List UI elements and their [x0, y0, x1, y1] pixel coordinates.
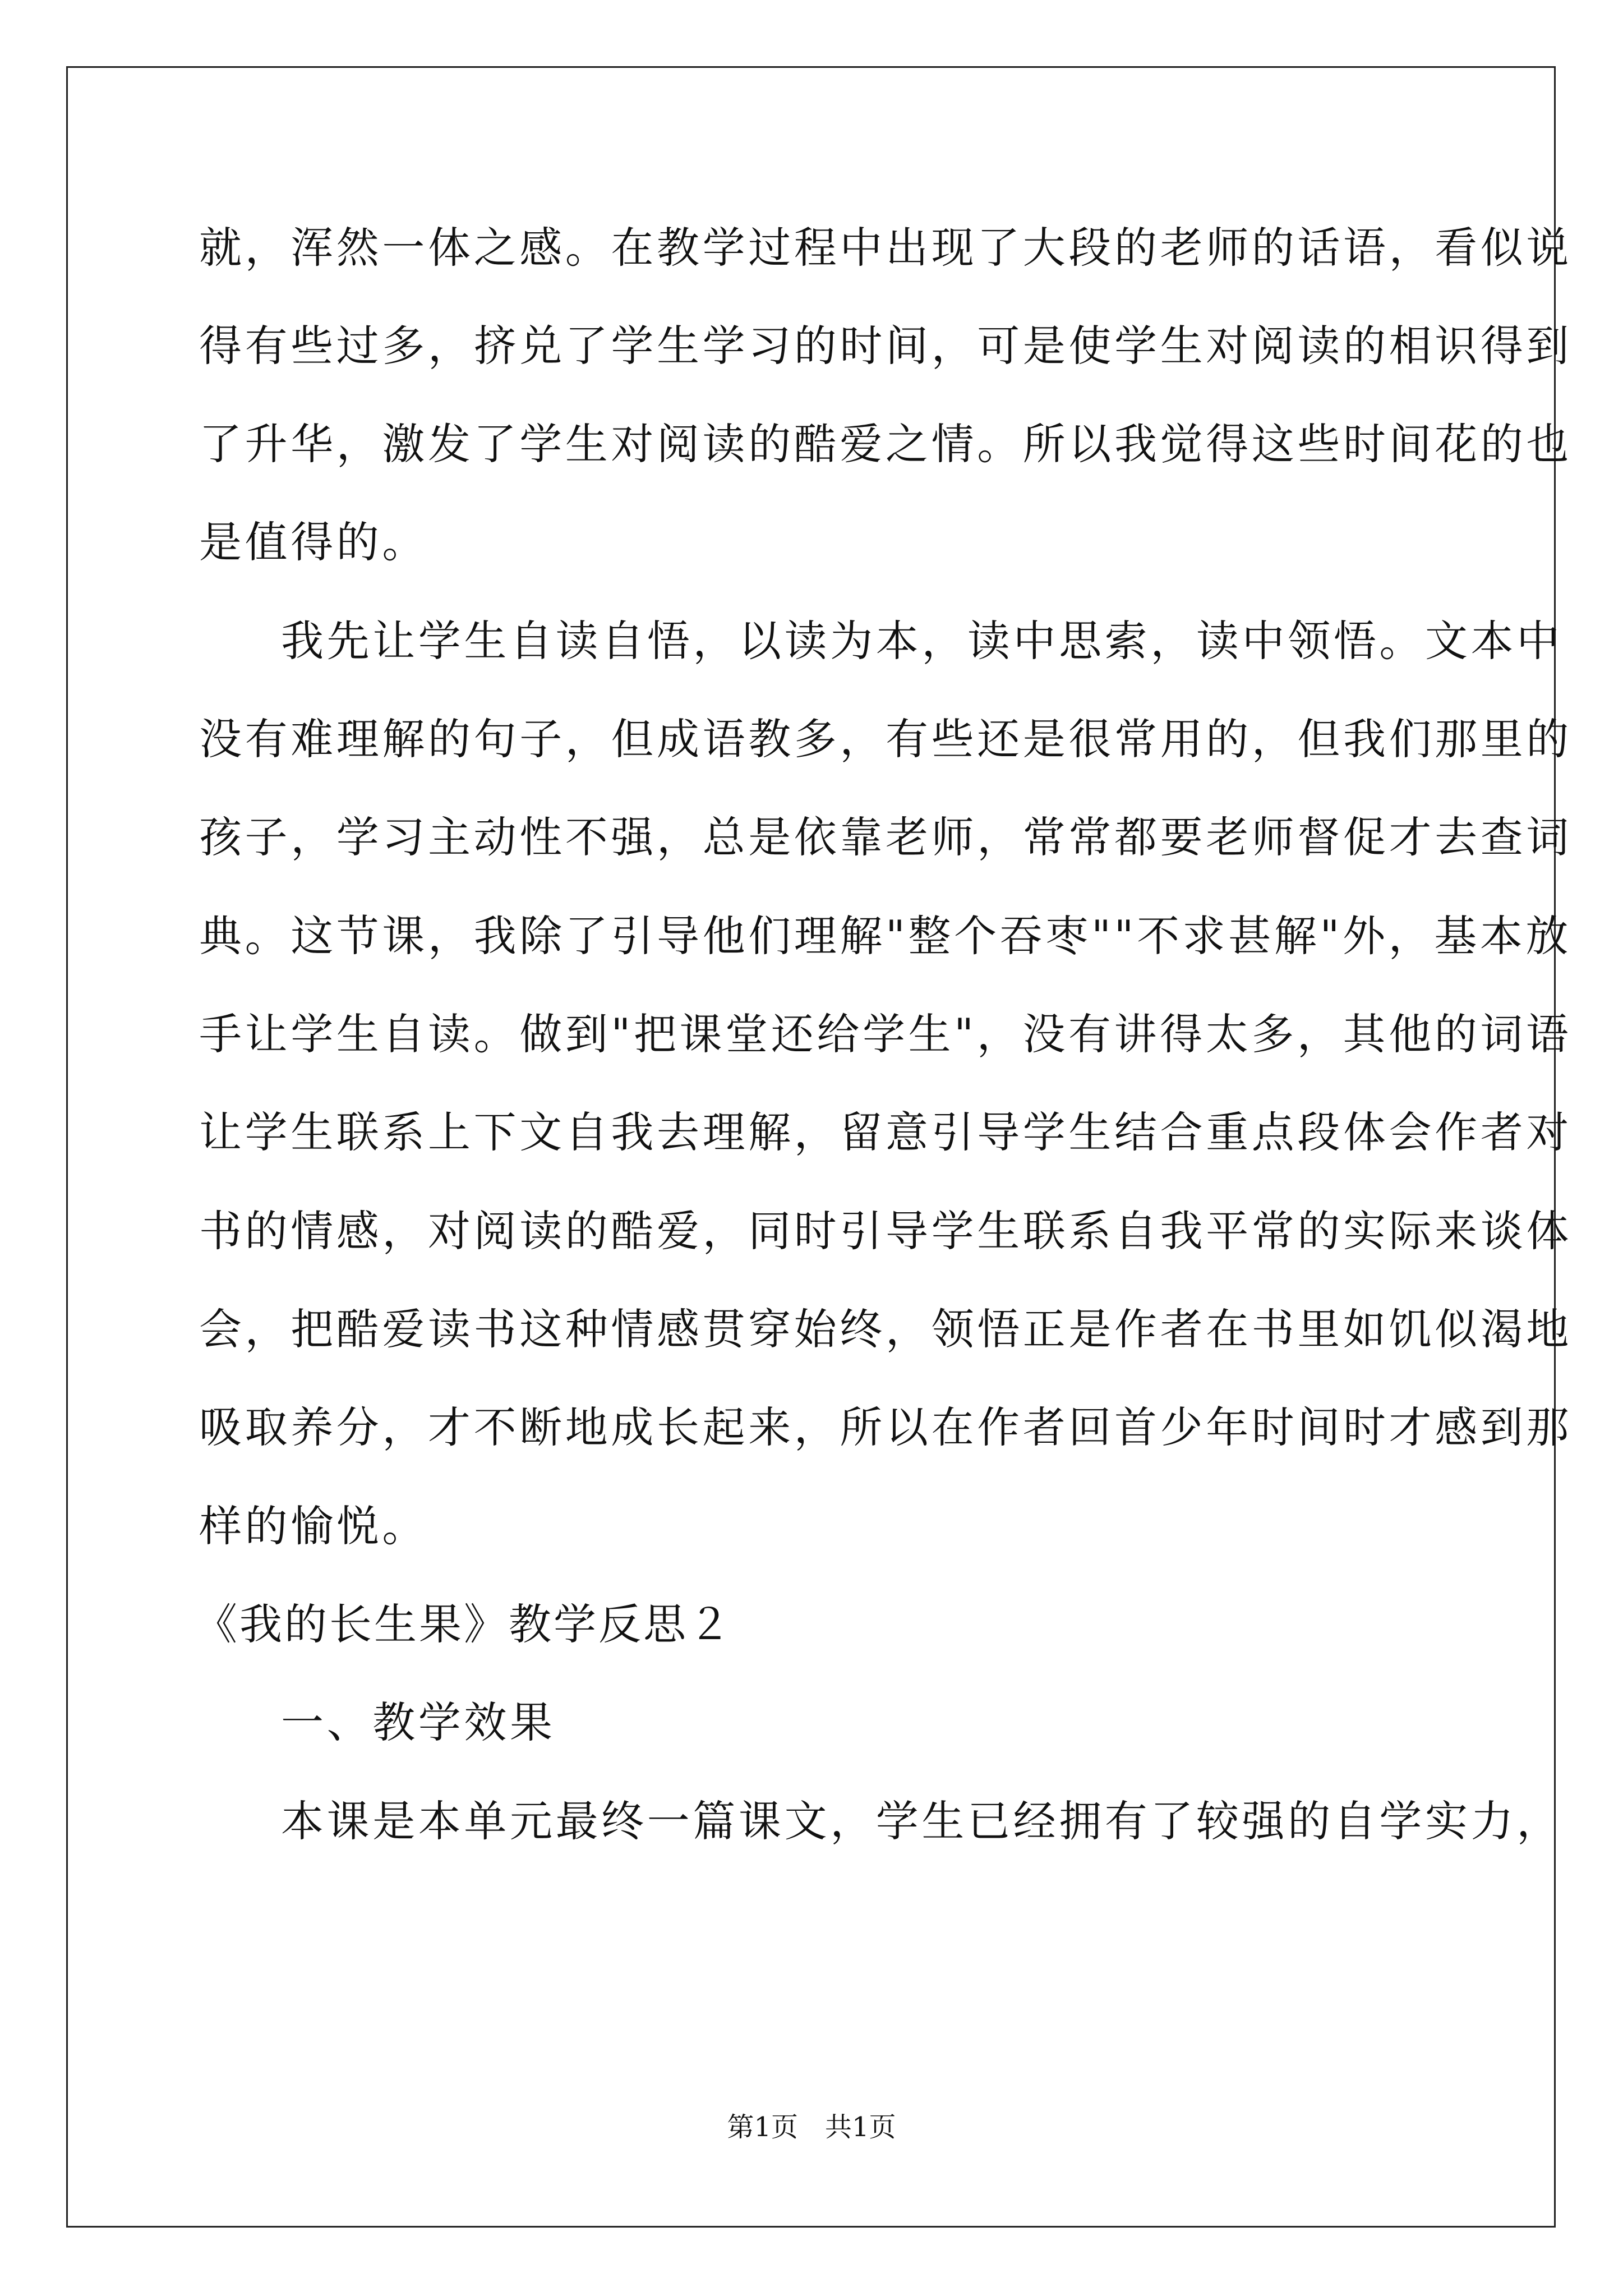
paragraph-first-line: 我先让学生自读自悟，以读为本，读中思索，读中领悟。文本中	[281, 616, 1562, 666]
text-line: 就，浑然一体之感。在教学过程中出现了大段的老师的话语，看似说	[199, 223, 1572, 273]
text-line: 了升华，激发了学生对阅读的酷爱之情。所以我觉得这些时间花的也	[199, 419, 1572, 469]
paragraph-first-line: 本课是本单元最终一篇课文，学生已经拥有了较强的自学实力，	[281, 1796, 1562, 1846]
text-line: 没有难理解的句子，但成语教多，有些还是很常用的，但我们那里的	[199, 714, 1572, 764]
subsection-heading: 一、教学效果	[281, 1697, 556, 1747]
text-line: 让学生联系上下文自我去理解，留意引导学生结合重点段体会作者对	[199, 1107, 1572, 1157]
text-line: 样的愉悦。	[199, 1501, 428, 1551]
text-line: 吸取养分，才不断地成长起来，所以在作者回首少年时间时才感到那	[199, 1402, 1572, 1452]
text-line: 得有些过多，挤兑了学生学习的时间，可是使学生对阅读的相识得到	[199, 321, 1572, 371]
text-line: 书的情感，对阅读的酷爱，同时引导学生联系自我平常的实际来谈体	[199, 1206, 1572, 1256]
text-line: 手让学生自读。做到"把课堂还给学生"，没有讲得太多，其他的词语	[199, 1009, 1572, 1059]
text-line: 孩子，学习主动性不强，总是依靠老师，常常都要老师督促才去查词	[199, 812, 1572, 862]
text-line: 是值得的。	[199, 517, 428, 567]
page-number-footer: 第1页 共1页	[727, 2111, 896, 2143]
section-heading: 《我的长生果》教学反思２	[195, 1599, 733, 1649]
text-line: 会，把酷爱读书这种情感贯穿始终，领悟正是作者在书里如饥似渴地	[199, 1304, 1572, 1354]
text-line: 典。这节课，我除了引导他们理解"整个吞枣""不求甚解"外，基本放	[199, 911, 1572, 961]
